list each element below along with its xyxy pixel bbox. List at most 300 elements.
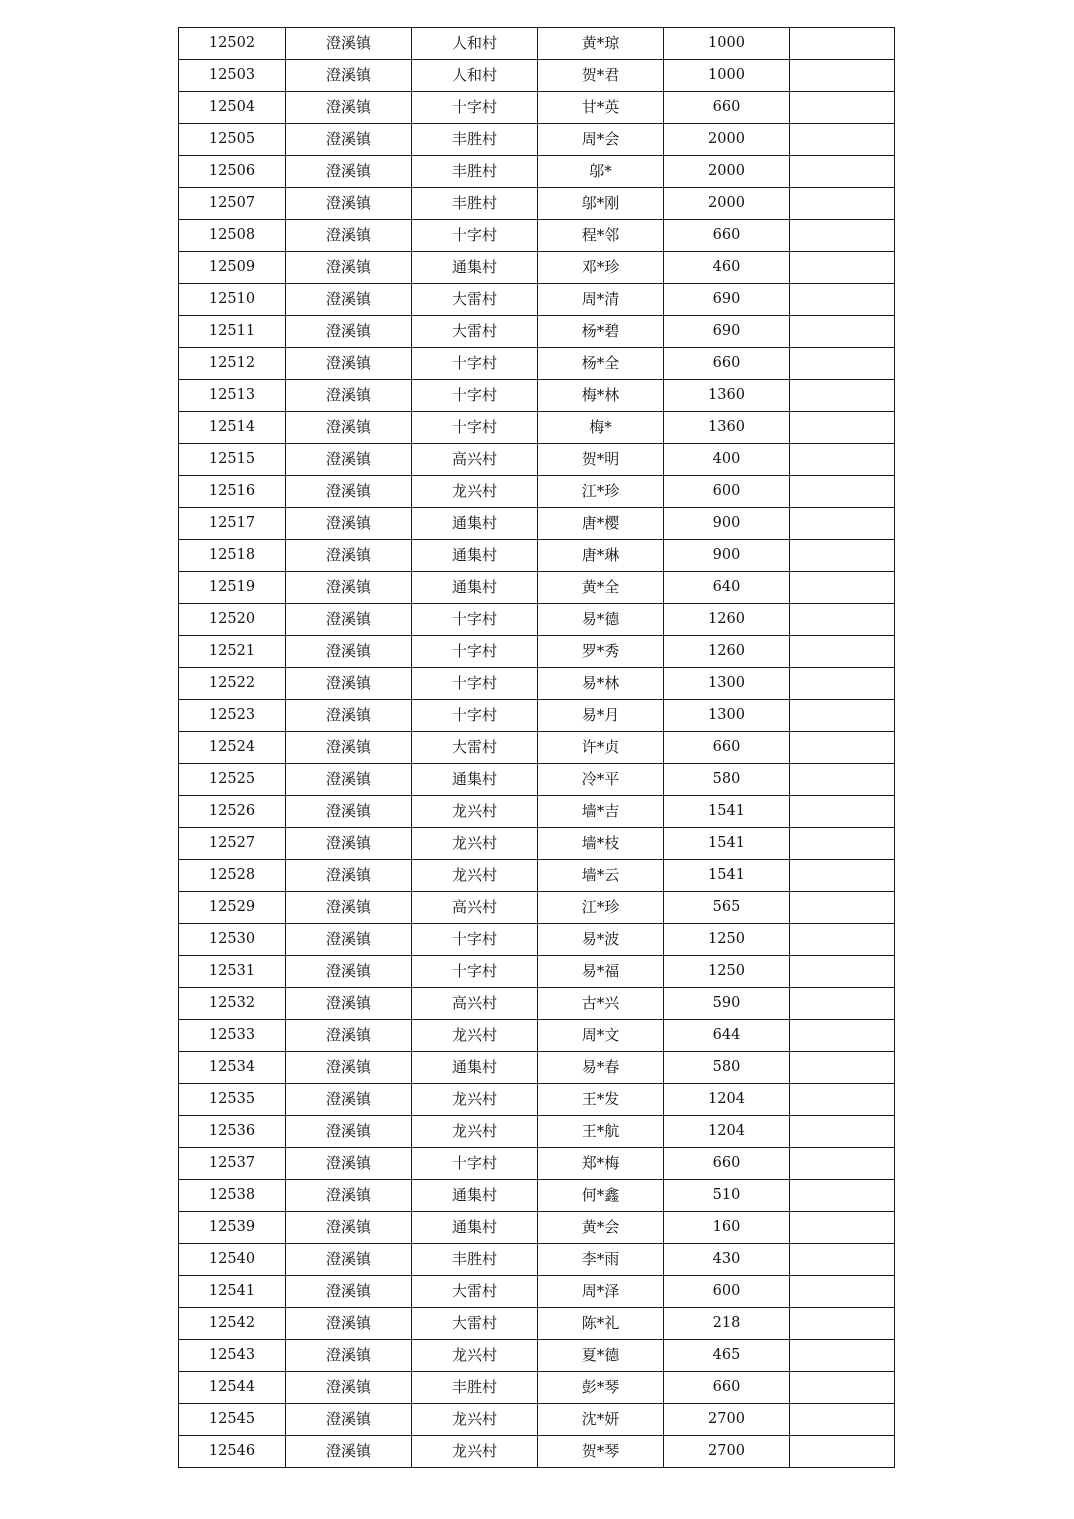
serial-number-cell: 12544 xyxy=(179,1372,286,1404)
serial-number-cell: 12525 xyxy=(179,764,286,796)
amount-cell: 160 xyxy=(664,1212,790,1244)
village-cell: 龙兴村 xyxy=(412,860,538,892)
serial-number-cell: 12520 xyxy=(179,604,286,636)
amount-cell: 2700 xyxy=(664,1404,790,1436)
table-row xyxy=(179,700,895,732)
serial-number-cell: 12546 xyxy=(179,1436,286,1468)
amount-cell: 640 xyxy=(664,572,790,604)
town-cell: 澄溪镇 xyxy=(286,860,412,892)
remark-cell xyxy=(790,412,895,444)
table-row xyxy=(179,764,895,796)
village-cell: 龙兴村 xyxy=(412,1084,538,1116)
serial-number-cell: 12541 xyxy=(179,1276,286,1308)
serial-number-cell: 12510 xyxy=(179,284,286,316)
remark-cell xyxy=(790,444,895,476)
amount-cell: 580 xyxy=(664,764,790,796)
remark-cell xyxy=(790,188,895,220)
remark-cell xyxy=(790,1148,895,1180)
name-cell: 周*泽 xyxy=(538,1276,664,1308)
village-cell: 十字村 xyxy=(412,1148,538,1180)
amount-cell: 218 xyxy=(664,1308,790,1340)
amount-cell: 1204 xyxy=(664,1084,790,1116)
remark-cell xyxy=(790,828,895,860)
amount-cell: 1541 xyxy=(664,828,790,860)
table-row xyxy=(179,1308,895,1340)
village-cell: 大雷村 xyxy=(412,1308,538,1340)
table-row xyxy=(179,380,895,412)
serial-number-cell: 12522 xyxy=(179,668,286,700)
table-row xyxy=(179,220,895,252)
village-cell: 通集村 xyxy=(412,764,538,796)
village-cell: 十字村 xyxy=(412,348,538,380)
serial-number-cell: 12513 xyxy=(179,380,286,412)
village-cell: 通集村 xyxy=(412,1212,538,1244)
table-row xyxy=(179,604,895,636)
table-row xyxy=(179,1084,895,1116)
village-cell: 大雷村 xyxy=(412,316,538,348)
serial-number-cell: 12517 xyxy=(179,508,286,540)
name-cell: 杨*全 xyxy=(538,348,664,380)
name-cell: 冷*平 xyxy=(538,764,664,796)
amount-cell: 600 xyxy=(664,1276,790,1308)
table-row xyxy=(179,732,895,764)
village-cell: 龙兴村 xyxy=(412,828,538,860)
town-cell: 澄溪镇 xyxy=(286,316,412,348)
serial-number-cell: 12511 xyxy=(179,316,286,348)
remark-cell xyxy=(790,796,895,828)
amount-cell: 1541 xyxy=(664,860,790,892)
remark-cell xyxy=(790,348,895,380)
name-cell: 易*林 xyxy=(538,668,664,700)
name-cell: 江*珍 xyxy=(538,892,664,924)
serial-number-cell: 12542 xyxy=(179,1308,286,1340)
serial-number-cell: 12507 xyxy=(179,188,286,220)
name-cell: 罗*秀 xyxy=(538,636,664,668)
town-cell: 澄溪镇 xyxy=(286,1020,412,1052)
table-row xyxy=(179,892,895,924)
remark-cell xyxy=(790,764,895,796)
serial-number-cell: 12515 xyxy=(179,444,286,476)
serial-number-cell: 12537 xyxy=(179,1148,286,1180)
village-cell: 丰胜村 xyxy=(412,1244,538,1276)
name-cell: 易*月 xyxy=(538,700,664,732)
town-cell: 澄溪镇 xyxy=(286,508,412,540)
village-cell: 十字村 xyxy=(412,636,538,668)
town-cell: 澄溪镇 xyxy=(286,1212,412,1244)
remark-cell xyxy=(790,892,895,924)
serial-number-cell: 12534 xyxy=(179,1052,286,1084)
remark-cell xyxy=(790,1276,895,1308)
name-cell: 杨*碧 xyxy=(538,316,664,348)
data-table xyxy=(178,27,895,1468)
name-cell: 易*波 xyxy=(538,924,664,956)
table-row xyxy=(179,1404,895,1436)
remark-cell xyxy=(790,732,895,764)
amount-cell: 1300 xyxy=(664,700,790,732)
town-cell: 澄溪镇 xyxy=(286,1340,412,1372)
amount-cell: 1300 xyxy=(664,668,790,700)
remark-cell xyxy=(790,1052,895,1084)
amount-cell: 1250 xyxy=(664,924,790,956)
amount-cell: 580 xyxy=(664,1052,790,1084)
amount-cell: 1000 xyxy=(664,28,790,60)
table-row xyxy=(179,252,895,284)
remark-cell xyxy=(790,124,895,156)
amount-cell: 2000 xyxy=(664,124,790,156)
remark-cell xyxy=(790,1212,895,1244)
town-cell: 澄溪镇 xyxy=(286,764,412,796)
village-cell: 人和村 xyxy=(412,60,538,92)
amount-cell: 1000 xyxy=(664,60,790,92)
remark-cell xyxy=(790,252,895,284)
table-row xyxy=(179,1244,895,1276)
name-cell: 李*雨 xyxy=(538,1244,664,1276)
town-cell: 澄溪镇 xyxy=(286,1276,412,1308)
name-cell: 黄*全 xyxy=(538,572,664,604)
amount-cell: 660 xyxy=(664,220,790,252)
serial-number-cell: 12535 xyxy=(179,1084,286,1116)
name-cell: 江*珍 xyxy=(538,476,664,508)
amount-cell: 1541 xyxy=(664,796,790,828)
serial-number-cell: 12524 xyxy=(179,732,286,764)
village-cell: 十字村 xyxy=(412,92,538,124)
table-row xyxy=(179,860,895,892)
table-row xyxy=(179,316,895,348)
name-cell: 何*鑫 xyxy=(538,1180,664,1212)
table-row xyxy=(179,924,895,956)
village-cell: 丰胜村 xyxy=(412,124,538,156)
village-cell: 大雷村 xyxy=(412,1276,538,1308)
town-cell: 澄溪镇 xyxy=(286,60,412,92)
table-row xyxy=(179,1372,895,1404)
table-row xyxy=(179,1276,895,1308)
name-cell: 唐*琳 xyxy=(538,540,664,572)
village-cell: 龙兴村 xyxy=(412,1020,538,1052)
serial-number-cell: 12540 xyxy=(179,1244,286,1276)
table-row xyxy=(179,668,895,700)
name-cell: 周*清 xyxy=(538,284,664,316)
serial-number-cell: 12523 xyxy=(179,700,286,732)
town-cell: 澄溪镇 xyxy=(286,796,412,828)
village-cell: 十字村 xyxy=(412,412,538,444)
amount-cell: 565 xyxy=(664,892,790,924)
town-cell: 澄溪镇 xyxy=(286,924,412,956)
name-cell: 王*航 xyxy=(538,1116,664,1148)
table-row xyxy=(179,988,895,1020)
name-cell: 邓*珍 xyxy=(538,252,664,284)
table-row xyxy=(179,1436,895,1468)
name-cell: 沈*妍 xyxy=(538,1404,664,1436)
town-cell: 澄溪镇 xyxy=(286,412,412,444)
village-cell: 龙兴村 xyxy=(412,1436,538,1468)
remark-cell xyxy=(790,220,895,252)
amount-cell: 1204 xyxy=(664,1116,790,1148)
amount-cell: 2700 xyxy=(664,1436,790,1468)
serial-number-cell: 12514 xyxy=(179,412,286,444)
name-cell: 邬* xyxy=(538,156,664,188)
remark-cell xyxy=(790,1116,895,1148)
village-cell: 龙兴村 xyxy=(412,1404,538,1436)
name-cell: 易*福 xyxy=(538,956,664,988)
amount-cell: 660 xyxy=(664,1372,790,1404)
amount-cell: 690 xyxy=(664,316,790,348)
town-cell: 澄溪镇 xyxy=(286,540,412,572)
name-cell: 程*邻 xyxy=(538,220,664,252)
amount-cell: 1260 xyxy=(664,604,790,636)
town-cell: 澄溪镇 xyxy=(286,124,412,156)
remark-cell xyxy=(790,1180,895,1212)
village-cell: 大雷村 xyxy=(412,732,538,764)
town-cell: 澄溪镇 xyxy=(286,1404,412,1436)
serial-number-cell: 12530 xyxy=(179,924,286,956)
serial-number-cell: 12531 xyxy=(179,956,286,988)
village-cell: 通集村 xyxy=(412,540,538,572)
remark-cell xyxy=(790,316,895,348)
town-cell: 澄溪镇 xyxy=(286,1244,412,1276)
table-row xyxy=(179,156,895,188)
town-cell: 澄溪镇 xyxy=(286,284,412,316)
serial-number-cell: 12545 xyxy=(179,1404,286,1436)
remark-cell xyxy=(790,92,895,124)
serial-number-cell: 12516 xyxy=(179,476,286,508)
town-cell: 澄溪镇 xyxy=(286,572,412,604)
remark-cell xyxy=(790,924,895,956)
serial-number-cell: 12536 xyxy=(179,1116,286,1148)
village-cell: 通集村 xyxy=(412,508,538,540)
village-cell: 龙兴村 xyxy=(412,796,538,828)
table-row xyxy=(179,636,895,668)
remark-cell xyxy=(790,860,895,892)
remark-cell xyxy=(790,988,895,1020)
serial-number-cell: 12528 xyxy=(179,860,286,892)
town-cell: 澄溪镇 xyxy=(286,156,412,188)
table-row xyxy=(179,1180,895,1212)
village-cell: 丰胜村 xyxy=(412,1372,538,1404)
serial-number-cell: 12504 xyxy=(179,92,286,124)
town-cell: 澄溪镇 xyxy=(286,1436,412,1468)
village-cell: 丰胜村 xyxy=(412,156,538,188)
town-cell: 澄溪镇 xyxy=(286,1116,412,1148)
name-cell: 陈*礼 xyxy=(538,1308,664,1340)
name-cell: 周*文 xyxy=(538,1020,664,1052)
remark-cell xyxy=(790,1340,895,1372)
serial-number-cell: 12521 xyxy=(179,636,286,668)
table-row xyxy=(179,572,895,604)
amount-cell: 1260 xyxy=(664,636,790,668)
town-cell: 澄溪镇 xyxy=(286,732,412,764)
table-row xyxy=(179,1212,895,1244)
village-cell: 十字村 xyxy=(412,956,538,988)
remark-cell xyxy=(790,572,895,604)
amount-cell: 2000 xyxy=(664,188,790,220)
name-cell: 古*兴 xyxy=(538,988,664,1020)
village-cell: 十字村 xyxy=(412,380,538,412)
table-row xyxy=(179,444,895,476)
table-row xyxy=(179,60,895,92)
amount-cell: 660 xyxy=(664,1148,790,1180)
remark-cell xyxy=(790,1404,895,1436)
remark-cell xyxy=(790,1308,895,1340)
table-row xyxy=(179,348,895,380)
town-cell: 澄溪镇 xyxy=(286,956,412,988)
serial-number-cell: 12503 xyxy=(179,60,286,92)
town-cell: 澄溪镇 xyxy=(286,988,412,1020)
name-cell: 易*春 xyxy=(538,1052,664,1084)
table-row xyxy=(179,188,895,220)
town-cell: 澄溪镇 xyxy=(286,1308,412,1340)
village-cell: 通集村 xyxy=(412,252,538,284)
amount-cell: 600 xyxy=(664,476,790,508)
town-cell: 澄溪镇 xyxy=(286,348,412,380)
town-cell: 澄溪镇 xyxy=(286,188,412,220)
town-cell: 澄溪镇 xyxy=(286,892,412,924)
table-row xyxy=(179,540,895,572)
remark-cell xyxy=(790,636,895,668)
town-cell: 澄溪镇 xyxy=(286,444,412,476)
amount-cell: 660 xyxy=(664,348,790,380)
name-cell: 周*会 xyxy=(538,124,664,156)
serial-number-cell: 12502 xyxy=(179,28,286,60)
village-cell: 高兴村 xyxy=(412,988,538,1020)
name-cell: 夏*德 xyxy=(538,1340,664,1372)
remark-cell xyxy=(790,380,895,412)
name-cell: 墙*枝 xyxy=(538,828,664,860)
serial-number-cell: 12527 xyxy=(179,828,286,860)
name-cell: 甘*英 xyxy=(538,92,664,124)
name-cell: 黄*琼 xyxy=(538,28,664,60)
remark-cell xyxy=(790,476,895,508)
table-row xyxy=(179,1116,895,1148)
town-cell: 澄溪镇 xyxy=(286,828,412,860)
amount-cell: 690 xyxy=(664,284,790,316)
table-row xyxy=(179,1148,895,1180)
town-cell: 澄溪镇 xyxy=(286,604,412,636)
name-cell: 贺*君 xyxy=(538,60,664,92)
serial-number-cell: 12526 xyxy=(179,796,286,828)
village-cell: 十字村 xyxy=(412,700,538,732)
remark-cell xyxy=(790,668,895,700)
town-cell: 澄溪镇 xyxy=(286,220,412,252)
serial-number-cell: 12518 xyxy=(179,540,286,572)
amount-cell: 1250 xyxy=(664,956,790,988)
remark-cell xyxy=(790,1020,895,1052)
name-cell: 梅* xyxy=(538,412,664,444)
table-row xyxy=(179,124,895,156)
remark-cell xyxy=(790,540,895,572)
remark-cell xyxy=(790,508,895,540)
amount-cell: 510 xyxy=(664,1180,790,1212)
serial-number-cell: 12505 xyxy=(179,124,286,156)
remark-cell xyxy=(790,1084,895,1116)
amount-cell: 430 xyxy=(664,1244,790,1276)
town-cell: 澄溪镇 xyxy=(286,476,412,508)
amount-cell: 465 xyxy=(664,1340,790,1372)
town-cell: 澄溪镇 xyxy=(286,92,412,124)
remark-cell xyxy=(790,1372,895,1404)
serial-number-cell: 12543 xyxy=(179,1340,286,1372)
name-cell: 彭*琴 xyxy=(538,1372,664,1404)
table-row xyxy=(179,412,895,444)
table-row xyxy=(179,956,895,988)
amount-cell: 1360 xyxy=(664,380,790,412)
town-cell: 澄溪镇 xyxy=(286,28,412,60)
remark-cell xyxy=(790,1244,895,1276)
table-row xyxy=(179,1052,895,1084)
serial-number-cell: 12538 xyxy=(179,1180,286,1212)
name-cell: 黄*会 xyxy=(538,1212,664,1244)
amount-cell: 590 xyxy=(664,988,790,1020)
town-cell: 澄溪镇 xyxy=(286,700,412,732)
table-row xyxy=(179,28,895,60)
village-cell: 通集村 xyxy=(412,1180,538,1212)
village-cell: 十字村 xyxy=(412,924,538,956)
town-cell: 澄溪镇 xyxy=(286,636,412,668)
village-cell: 龙兴村 xyxy=(412,1340,538,1372)
town-cell: 澄溪镇 xyxy=(286,380,412,412)
table-body xyxy=(179,28,895,1468)
name-cell: 易*德 xyxy=(538,604,664,636)
amount-cell: 400 xyxy=(664,444,790,476)
village-cell: 丰胜村 xyxy=(412,188,538,220)
name-cell: 郑*梅 xyxy=(538,1148,664,1180)
town-cell: 澄溪镇 xyxy=(286,1372,412,1404)
village-cell: 大雷村 xyxy=(412,284,538,316)
name-cell: 王*发 xyxy=(538,1084,664,1116)
name-cell: 唐*樱 xyxy=(538,508,664,540)
amount-cell: 660 xyxy=(664,92,790,124)
village-cell: 十字村 xyxy=(412,604,538,636)
remark-cell xyxy=(790,700,895,732)
serial-number-cell: 12512 xyxy=(179,348,286,380)
name-cell: 邬*刚 xyxy=(538,188,664,220)
amount-cell: 660 xyxy=(664,732,790,764)
name-cell: 墙*吉 xyxy=(538,796,664,828)
village-cell: 高兴村 xyxy=(412,444,538,476)
remark-cell xyxy=(790,28,895,60)
serial-number-cell: 12509 xyxy=(179,252,286,284)
table-row xyxy=(179,508,895,540)
serial-number-cell: 12508 xyxy=(179,220,286,252)
town-cell: 澄溪镇 xyxy=(286,1180,412,1212)
town-cell: 澄溪镇 xyxy=(286,1052,412,1084)
village-cell: 十字村 xyxy=(412,668,538,700)
amount-cell: 644 xyxy=(664,1020,790,1052)
serial-number-cell: 12506 xyxy=(179,156,286,188)
remark-cell xyxy=(790,60,895,92)
table-row xyxy=(179,284,895,316)
remark-cell xyxy=(790,604,895,636)
village-cell: 通集村 xyxy=(412,572,538,604)
amount-cell: 1360 xyxy=(664,412,790,444)
remark-cell xyxy=(790,1436,895,1468)
village-cell: 龙兴村 xyxy=(412,1116,538,1148)
table-row xyxy=(179,828,895,860)
name-cell: 贺*琴 xyxy=(538,1436,664,1468)
town-cell: 澄溪镇 xyxy=(286,668,412,700)
town-cell: 澄溪镇 xyxy=(286,1084,412,1116)
serial-number-cell: 12533 xyxy=(179,1020,286,1052)
amount-cell: 900 xyxy=(664,540,790,572)
village-cell: 人和村 xyxy=(412,28,538,60)
village-cell: 高兴村 xyxy=(412,892,538,924)
table-row xyxy=(179,1340,895,1372)
remark-cell xyxy=(790,284,895,316)
amount-cell: 900 xyxy=(664,508,790,540)
serial-number-cell: 12529 xyxy=(179,892,286,924)
table-row xyxy=(179,1020,895,1052)
village-cell: 龙兴村 xyxy=(412,476,538,508)
town-cell: 澄溪镇 xyxy=(286,252,412,284)
